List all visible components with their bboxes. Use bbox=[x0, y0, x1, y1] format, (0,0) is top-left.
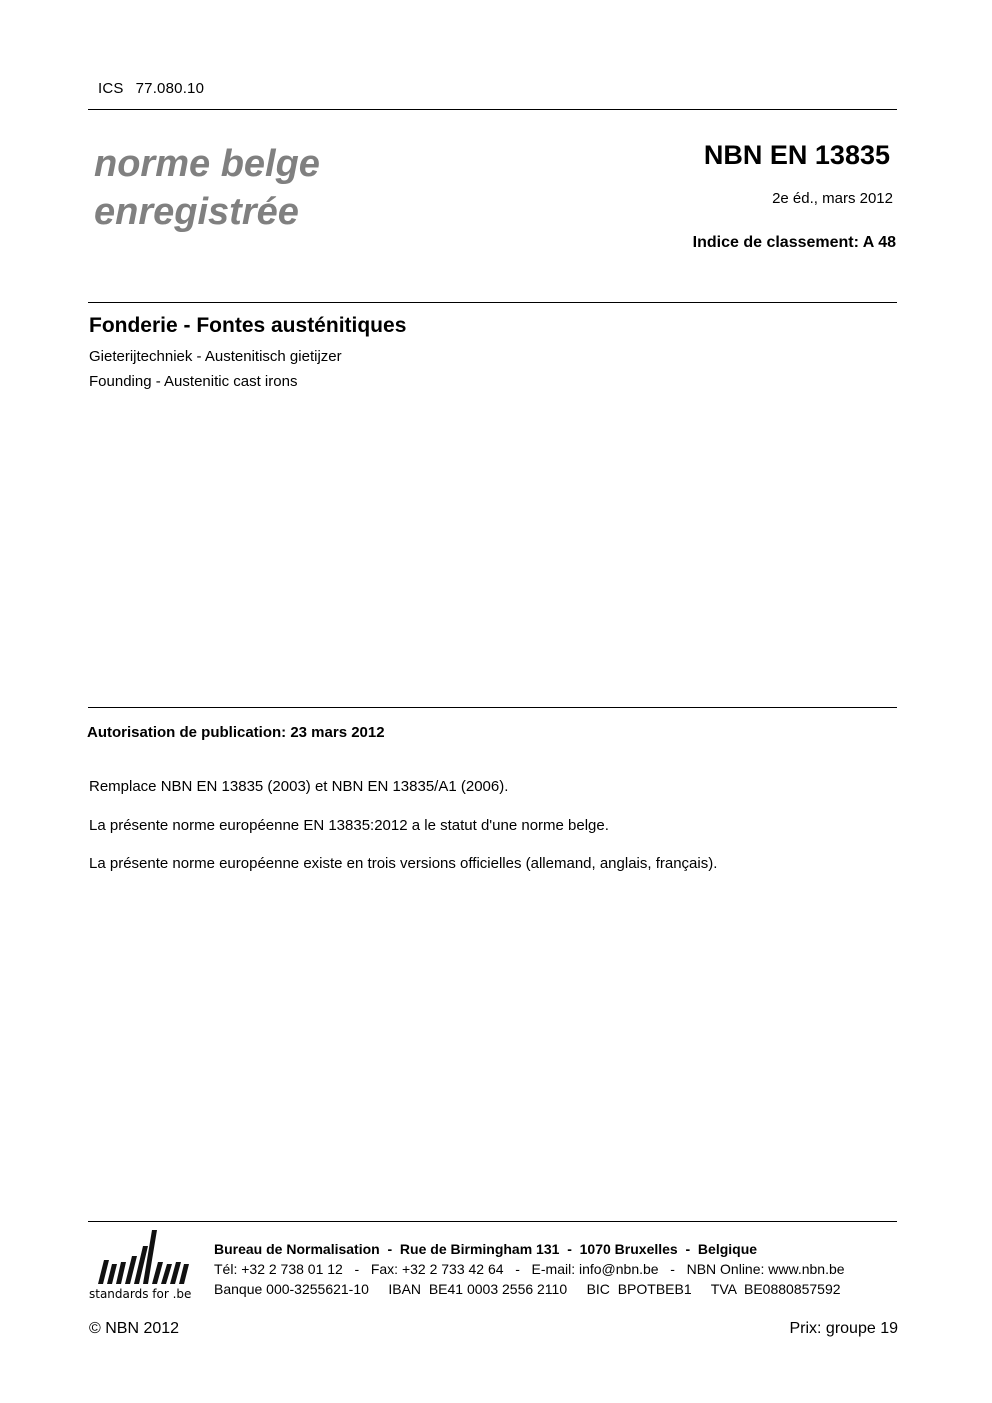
org-banking: Banque 000-3255621-10 IBAN BE41 0003 2556 2110 BIC BPOTBEB1 TVA BE0880857592 bbox=[214, 1281, 841, 1297]
copyright: © NBN 2012 bbox=[89, 1320, 180, 1337]
header-rule bbox=[88, 109, 897, 110]
org-address: Bureau de Normalisation - Rue de Birmingham 131 - 1070 Bruxelles - Belgique bbox=[214, 1241, 758, 1257]
note-status: La présente norme européenne EN 13835:2012 a le statut d'une norme belge. bbox=[89, 817, 609, 834]
title-french: Fonderie - Fontes austénitiques bbox=[89, 314, 407, 337]
footer-rule bbox=[88, 1221, 897, 1222]
price-group: Prix: groupe 19 bbox=[789, 1320, 898, 1337]
brand-line-1: norme belge bbox=[94, 143, 320, 185]
title-dutch: Gieterijtechniek - Austenitisch gietijzer bbox=[89, 348, 342, 365]
classification-index: Indice de classement: A 48 bbox=[692, 234, 896, 251]
publication-authorization: Autorisation de publication: 23 mars 2012 bbox=[87, 724, 385, 741]
standard-number: NBN EN 13835 bbox=[703, 140, 890, 170]
publication-rule bbox=[88, 707, 897, 708]
note-replaces: Remplace NBN EN 13835 (2003) et NBN EN 13835/A1 (2006). bbox=[89, 778, 509, 795]
ics-code bbox=[98, 80, 204, 97]
ics-number: 77.080.10 bbox=[135, 80, 205, 97]
brand-line-2: enregistrée bbox=[94, 191, 299, 233]
ics-label: ICS bbox=[98, 80, 124, 97]
logo-caption: standards for .be bbox=[89, 1287, 192, 1301]
brand-title bbox=[94, 140, 320, 236]
title-rule bbox=[88, 302, 897, 303]
note-versions: La présente norme européenne existe en trois versions officielles (allemand, anglais, français). bbox=[89, 855, 718, 872]
title-english: Founding - Austenitic cast irons bbox=[89, 373, 298, 390]
edition-date: 2e éd., mars 2012 bbox=[772, 190, 893, 207]
org-contacts: Tél: +32 2 738 01 12 - Fax: +32 2 733 42 64 - E-mail: info@nbn.be - NBN Online: www.nbn.be bbox=[214, 1261, 845, 1277]
